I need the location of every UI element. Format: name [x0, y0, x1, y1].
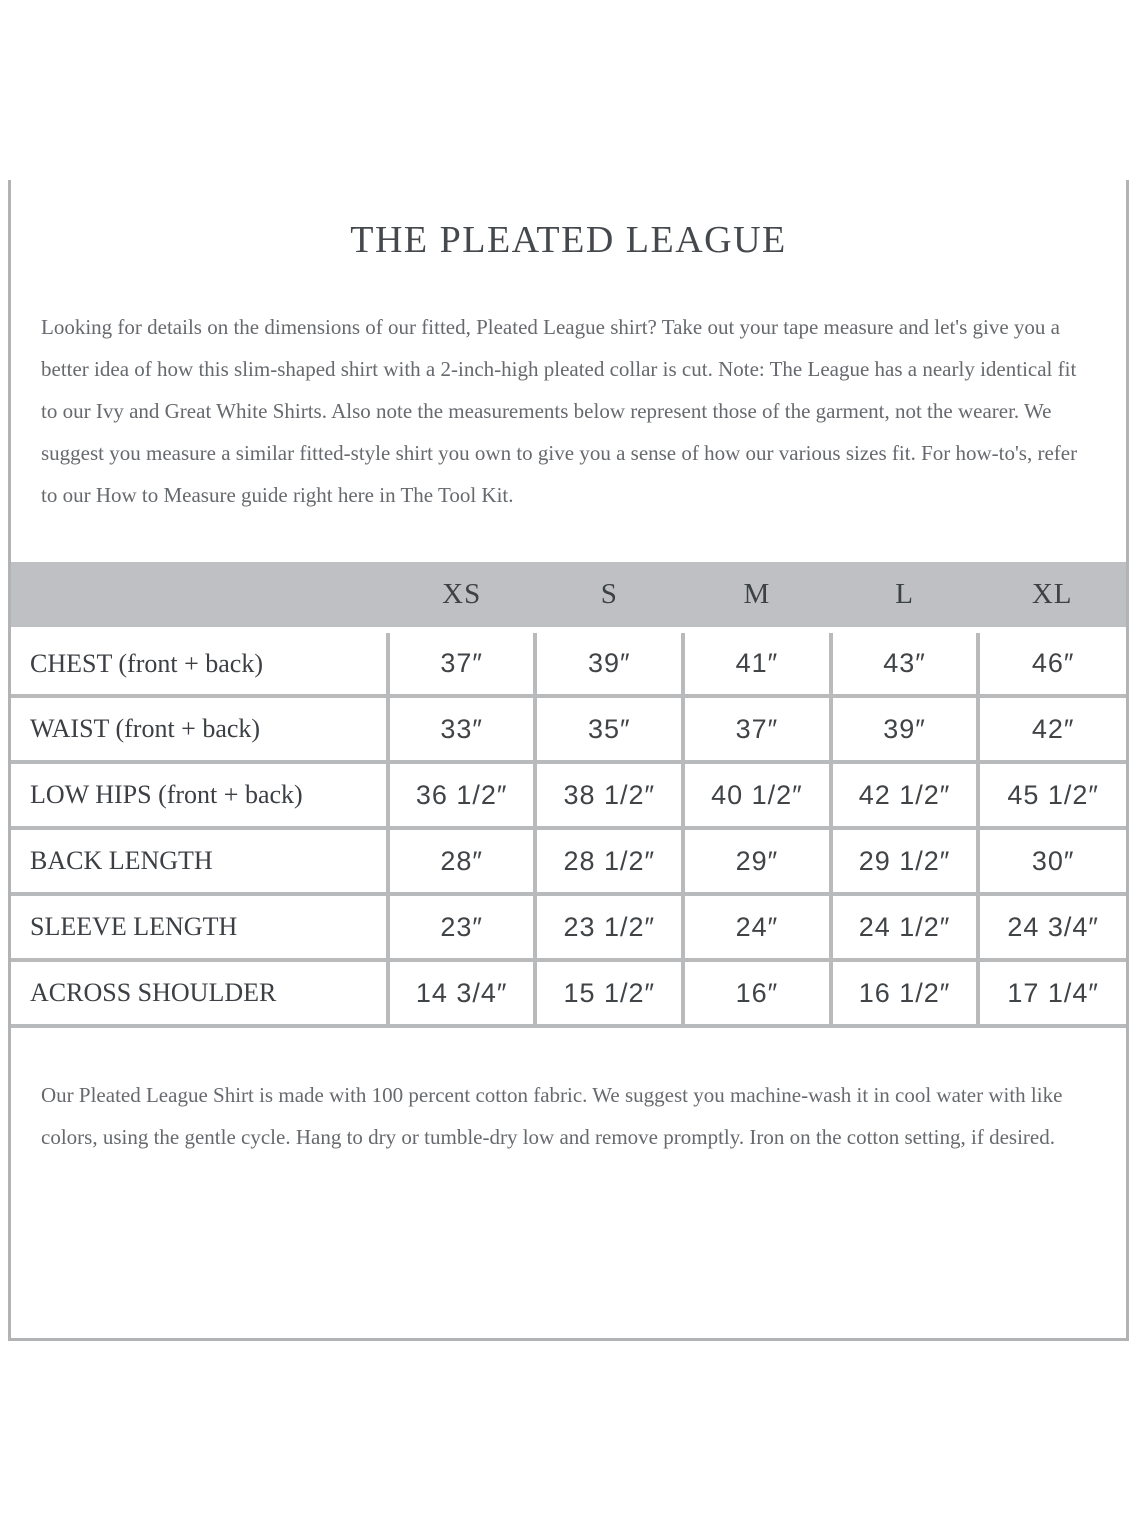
column-header-m: M [683, 562, 831, 630]
measurement-value: 46″ [978, 630, 1126, 696]
table-row-chest [11, 630, 1126, 696]
table-header-row [11, 562, 1126, 630]
table-row-low-hips [11, 762, 1126, 828]
measurement-value: 28″ [388, 828, 536, 894]
page-title: THE PLEATED LEAGUE [350, 219, 787, 261]
measurement-value: 42 1/2″ [831, 762, 979, 828]
column-header-l: L [831, 562, 979, 630]
measurement-label: SLEEVE LENGTH [11, 894, 388, 960]
measurement-value: 24″ [683, 894, 831, 960]
measurement-value: 42″ [978, 696, 1126, 762]
size-chart-table [11, 562, 1126, 1028]
measurement-value: 24 1/2″ [831, 894, 979, 960]
measurement-value: 23″ [388, 894, 536, 960]
measurement-value: 33″ [388, 696, 536, 762]
measurement-value: 39″ [535, 630, 683, 696]
column-header-xl: XL [978, 562, 1126, 630]
measurement-value: 45 1/2″ [978, 762, 1126, 828]
measurement-value: 24 3/4″ [978, 894, 1126, 960]
measurement-value: 41″ [683, 630, 831, 696]
column-header-xs: XS [388, 562, 536, 630]
measurement-value: 23 1/2″ [535, 894, 683, 960]
care-paragraph: Our Pleated League Shirt is made with 100 percent cotton fabric. We suggest you machine-wash it in cool water with like colors, using the gentle cycle. Hang to dry or tumble-dry low and remove promptly. Iron on the cotton setting, if desired. [41, 1083, 1063, 1149]
measurement-value: 35″ [535, 696, 683, 762]
measurement-value: 15 1/2″ [535, 960, 683, 1026]
measurement-value: 43″ [831, 630, 979, 696]
measurement-value: 37″ [388, 630, 536, 696]
table-row-sleeve-length [11, 894, 1126, 960]
measurement-label: ACROSS SHOULDER [11, 960, 388, 1026]
measurement-value: 30″ [978, 828, 1126, 894]
measurement-value: 39″ [831, 696, 979, 762]
measurement-value: 38 1/2″ [535, 762, 683, 828]
measurement-value: 29″ [683, 828, 831, 894]
size-guide-panel [8, 180, 1129, 1341]
measurement-value: 17 1/4″ [978, 960, 1126, 1026]
table-row-across-shoulder [11, 960, 1126, 1026]
table-row-back-length [11, 828, 1126, 894]
measurement-value: 16 1/2″ [831, 960, 979, 1026]
measurement-value: 28 1/2″ [535, 828, 683, 894]
table-row-waist [11, 696, 1126, 762]
measurement-value: 29 1/2″ [831, 828, 979, 894]
measurement-label: CHEST (front + back) [11, 630, 388, 696]
measurement-value: 40 1/2″ [683, 762, 831, 828]
measurement-value: 36 1/2″ [388, 762, 536, 828]
column-header-blank [11, 562, 388, 630]
intro-paragraph: Looking for details on the dimensions of our fitted, Pleated League shirt? Take out your tape measure and let's give you a better idea of how this slim-shaped shirt with a 2-inch-high pleated collar is cut. Note: The League has a nearly identical fit to our Ivy and Great White Shirts. Also note the measurements below represent those of the garment, not the wearer. We suggest you measure a similar fitted-style shirt you own to give you a sense of how our various sizes fit. For how-to's, refer to our How to Measure guide right here in The Tool Kit. [41, 315, 1078, 507]
measurement-label: WAIST (front + back) [11, 696, 388, 762]
measurement-label: LOW HIPS (front + back) [11, 762, 388, 828]
column-header-s: S [535, 562, 683, 630]
measurement-value: 16″ [683, 960, 831, 1026]
measurement-value: 14 3/4″ [388, 960, 536, 1026]
measurement-label: BACK LENGTH [11, 828, 388, 894]
measurement-value: 37″ [683, 696, 831, 762]
